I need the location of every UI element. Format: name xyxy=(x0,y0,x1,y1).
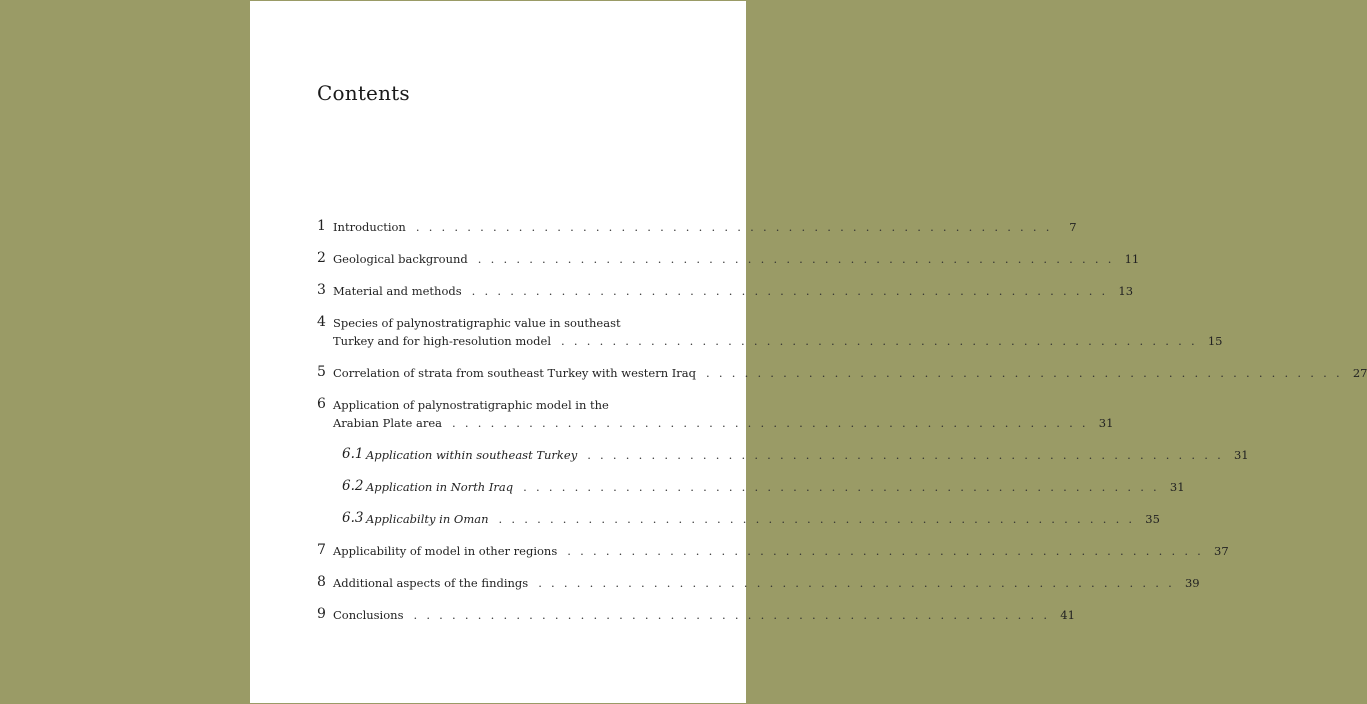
toc-entry-number: 6 xyxy=(317,396,326,412)
toc-entry-title-continued: Arabian Plate area xyxy=(333,416,442,430)
toc-entry-page: 37 xyxy=(1214,544,1229,558)
toc-entry-number: 9 xyxy=(317,606,326,622)
toc-entry[interactable] xyxy=(317,542,1229,560)
dot-leader: .................................................. xyxy=(498,512,1142,526)
toc-entry[interactable] xyxy=(317,314,1223,350)
dot-leader: .................................................. xyxy=(587,448,1230,462)
dot-leader: .................................................. xyxy=(561,334,1204,348)
toc-entry[interactable] xyxy=(317,364,1367,382)
dot-leader: .................................................. xyxy=(413,608,1057,622)
toc-entry[interactable] xyxy=(317,218,1077,236)
document-page xyxy=(250,1,1367,703)
dot-leader: .................................................. xyxy=(415,220,1059,234)
toc-entry-page: 31 xyxy=(1098,416,1114,430)
toc-entry-page: 39 xyxy=(1184,576,1200,590)
page-title: Contents xyxy=(317,81,410,105)
toc-entry[interactable] xyxy=(317,574,1200,592)
toc-entry-page: 31 xyxy=(1169,480,1185,494)
toc-entry-number: 1 xyxy=(317,218,326,234)
toc-subentry[interactable] xyxy=(317,510,1160,528)
toc-entry-page: 31 xyxy=(1233,448,1249,462)
dot-leader: .................................................. xyxy=(452,416,1095,430)
dot-leader: .................................................. xyxy=(523,480,1166,494)
toc-entry-number: 6.3 xyxy=(342,510,364,526)
toc-entry[interactable] xyxy=(317,282,1134,300)
toc-entry-title: Application within southeast Turkey xyxy=(366,448,578,462)
toc-subentry[interactable] xyxy=(317,446,1249,464)
toc-entry-page: 27 xyxy=(1352,366,1367,380)
toc-entry-page: 7 xyxy=(1069,220,1077,234)
toc-entry[interactable] xyxy=(317,250,1140,268)
toc-entry[interactable] xyxy=(317,396,1114,432)
dot-leader: .................................................. xyxy=(706,366,1349,380)
toc-subentry[interactable] xyxy=(317,478,1185,496)
dot-leader: .................................................. xyxy=(538,576,1181,590)
toc-entry-number: 8 xyxy=(317,574,326,590)
toc-entry-number: 6.1 xyxy=(342,446,364,462)
toc-entry-number: 6.2 xyxy=(342,478,364,494)
toc-entry-title: Conclusions xyxy=(333,608,404,622)
toc-entry-title: Application in North Iraq xyxy=(366,480,514,494)
dot-leader: .................................................. xyxy=(477,252,1121,266)
toc-entry-page: 11 xyxy=(1124,252,1140,266)
toc-entry[interactable] xyxy=(317,606,1075,624)
toc-entry-number: 5 xyxy=(317,364,326,380)
dot-leader: .................................................. xyxy=(567,544,1211,558)
toc-entry-title: Additional aspects of the findings xyxy=(333,576,529,590)
toc-entry-page: 41 xyxy=(1060,608,1075,622)
toc-entry-title: Geological background xyxy=(333,252,468,266)
toc-entry-title: Material and methods xyxy=(333,284,462,298)
toc-entry-title: Applicabilty in Oman xyxy=(366,512,489,526)
toc-entry-number: 7 xyxy=(317,542,326,558)
dot-leader: .................................................. xyxy=(471,284,1115,298)
toc-entry-page: 35 xyxy=(1145,512,1160,526)
toc-entry-title-continued: Turkey and for high-resolution model xyxy=(333,334,552,348)
toc-entry-page: 13 xyxy=(1118,284,1134,298)
toc-entry-page: 15 xyxy=(1207,334,1223,348)
toc-entry-title: Applicability of model in other regions xyxy=(333,544,558,558)
toc-entry-title: Introduction xyxy=(333,220,406,234)
toc-entry-title: Species of palynostratigraphic value in southeast xyxy=(333,316,621,330)
toc-entry-number: 4 xyxy=(317,314,326,330)
toc-entry-title: Correlation of strata from southeast Turkey with western Iraq xyxy=(333,366,697,380)
toc-entry-title: Application of palynostratigraphic model in the xyxy=(333,398,609,412)
toc-entry-number: 2 xyxy=(317,250,326,266)
toc-entry-number: 3 xyxy=(317,282,326,298)
